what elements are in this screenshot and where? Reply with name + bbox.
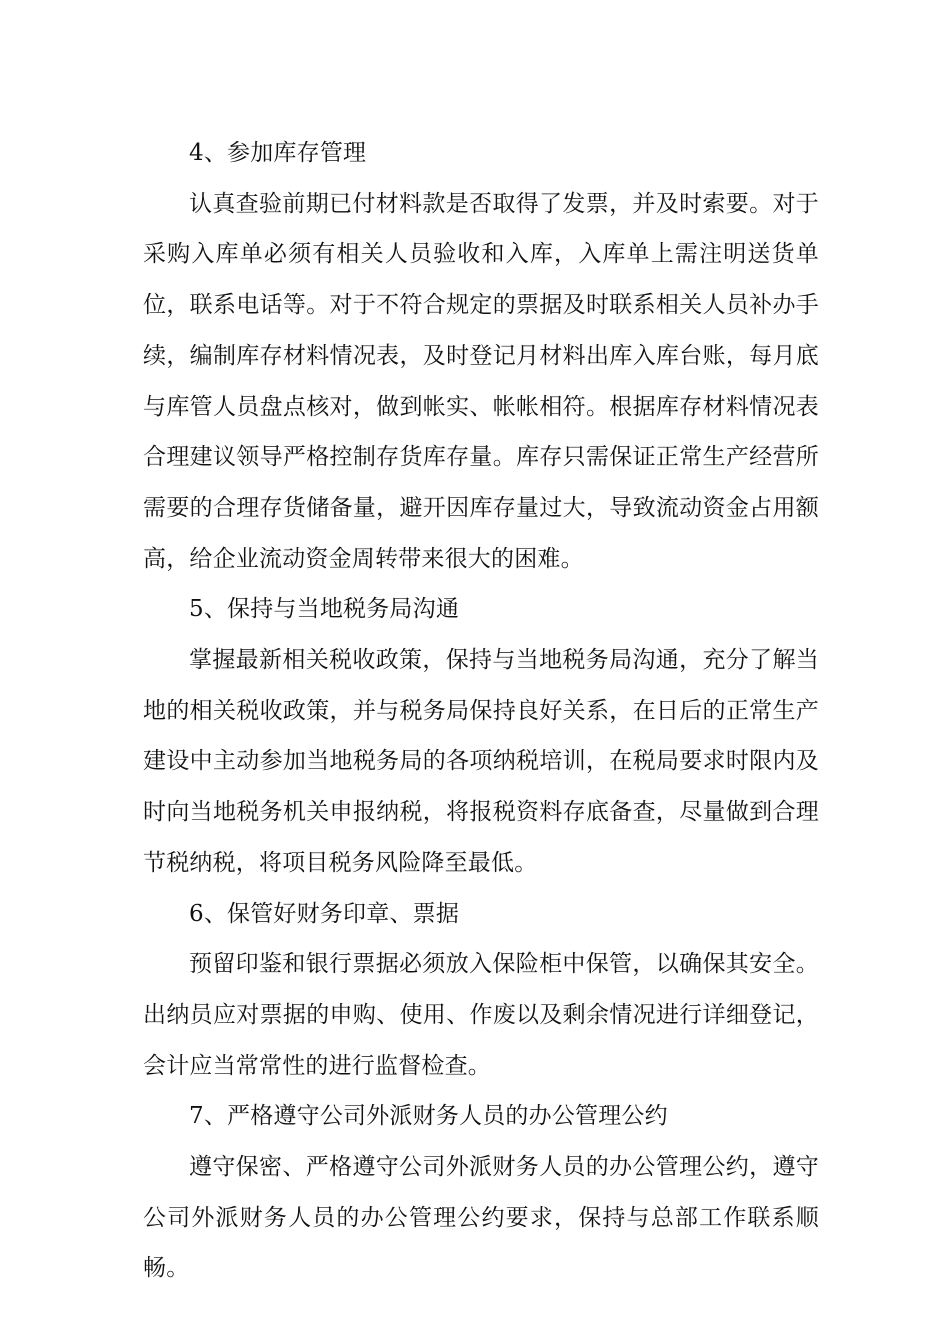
section-heading-4: 4、参加库存管理	[189, 140, 367, 166]
section-paragraph-4: 认真查验前期已付材料款是否取得了发票，并及时索要。对于采购入库单必须有相关人员验收和入库，入库单上需注明送货单位，联系电话等。对于不符合规定的票据及时联系相关人员补办手续，编制库存材料情况表，及时登记月材料出库入库台账，每月底与库管人员盘点核对，做到帐实、帐帐相符。根据库存材料情况表合理建议领导严格控制存货库存量。库存只需保证正常生产经营所需要的合理存货储备量，避开因库存量过大，导致流动资金占用额高，给企业流动资金周转带来很大的困难。	[143, 190, 819, 572]
section-paragraph-5: 掌握最新相关税收政策，保持与当地税务局沟通，充分了解当地的相关税收政策，并与税务局保持良好关系，在日后的正常生产建设中主动参加当地税务局的各项纳税培训，在税局要求时限内及时向当地税务机关申报纳税，将报税资料存底备查，尽量做到合理节税纳税，将项目税务风险降至最低。	[143, 647, 819, 876]
section-paragraph-7: 遵守保密、严格遵守公司外派财务人员的办公管理公约，遵守公司外派财务人员的办公管理公约要求，保持与总部工作联系顺畅。	[143, 1154, 819, 1282]
section-heading-6: 6、保管好财务印章、票据	[189, 900, 460, 927]
section-heading-7: 7、严格遵守公司外派财务人员的办公管理公约	[189, 1103, 668, 1130]
document-body	[143, 128, 819, 1294]
section-paragraph-6: 预留印鉴和银行票据必须放入保险柜中保管，以确保其安全。出纳员应对票据的申购、使用、作废以及剩余情况进行详细登记，会计应当常常性的进行监督检查。	[143, 951, 819, 1079]
section-heading-5: 5、保持与当地税务局沟通	[189, 596, 460, 623]
